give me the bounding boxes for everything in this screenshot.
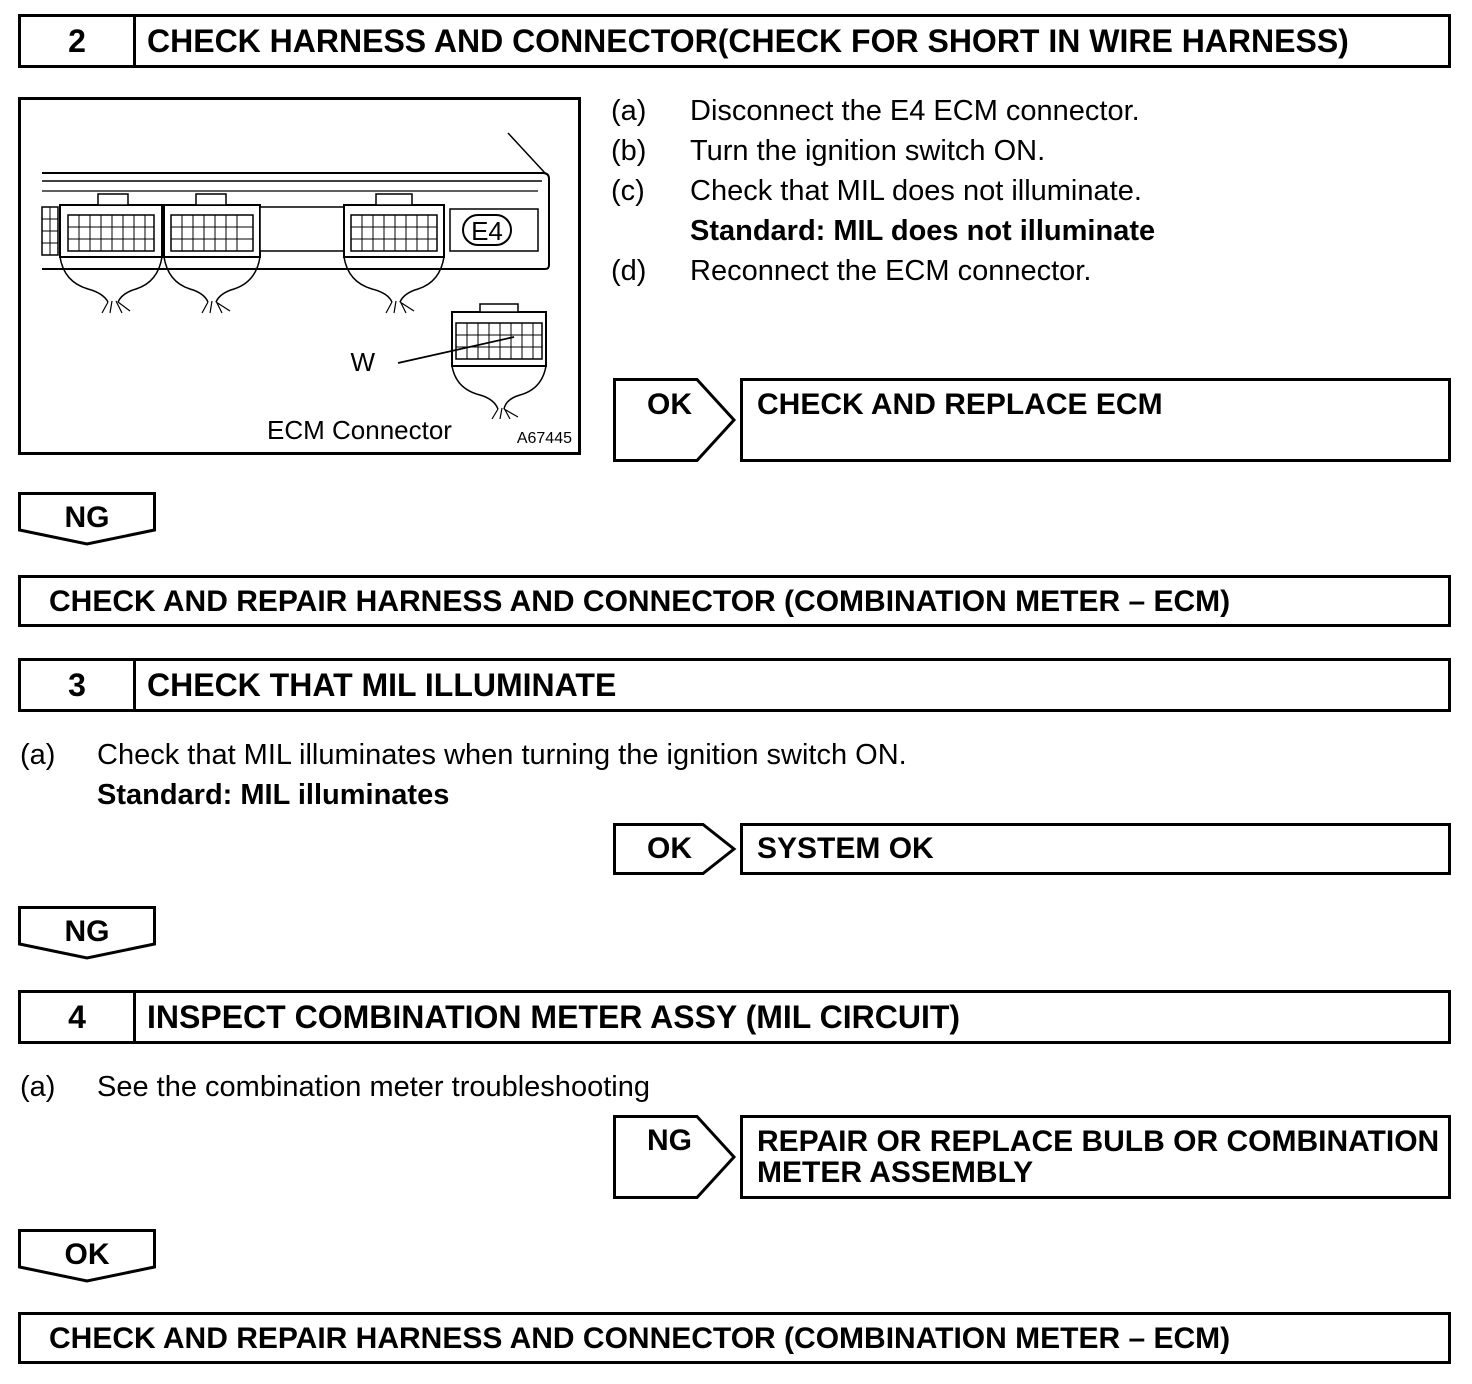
instruction-text: See the combination meter troubleshooting xyxy=(97,1071,650,1103)
instruction-letter: (a) xyxy=(20,739,56,771)
figure-caption: ECM Connector xyxy=(267,415,452,445)
step-title: CHECK THAT MIL ILLUMINATE xyxy=(147,667,617,703)
result-text: SYSTEM OK xyxy=(757,832,934,865)
step-2-header xyxy=(18,14,1451,68)
result-box xyxy=(740,1115,1451,1199)
step-number: 4 xyxy=(21,993,136,1041)
step-3-header xyxy=(18,658,1451,712)
result-box xyxy=(740,378,1451,462)
instruction-text: Disconnect the E4 ECM connector. xyxy=(690,95,1140,127)
result-text: CHECK AND REPLACE ECM xyxy=(757,388,1163,421)
step-number: 3 xyxy=(21,661,136,709)
result-text: CHECK AND REPAIR HARNESS AND CONNECTOR (COMBINATION METER – ECM) xyxy=(49,585,1231,618)
instruction-letter: (a) xyxy=(20,1071,56,1103)
standard-text: Standard: MIL does not illuminate xyxy=(690,215,1156,247)
instruction-letter: (d) xyxy=(611,255,647,287)
ng-label: NG xyxy=(64,501,110,534)
ng-label: NG xyxy=(647,1124,692,1157)
instruction-letter: (a) xyxy=(611,95,647,127)
figure-id: A67445 xyxy=(516,430,572,447)
instruction-letter: (b) xyxy=(611,135,647,167)
ok-label: OK xyxy=(647,832,692,865)
ok-label: OK xyxy=(647,388,692,421)
result-text: CHECK AND REPAIR HARNESS AND CONNECTOR (COMBINATION METER – ECM) xyxy=(49,1322,1231,1355)
standard-text: Standard: MIL illuminates xyxy=(97,779,450,811)
instruction-text: Check that MIL illuminates when turning the ignition switch ON. xyxy=(97,739,907,771)
instruction-letter: (c) xyxy=(611,175,645,207)
ecm-connector-figure xyxy=(18,97,581,455)
step-number: 2 xyxy=(21,17,136,65)
ecm-window xyxy=(260,207,344,251)
instruction-text: Turn the ignition switch ON. xyxy=(690,135,1046,167)
e4-label: E4 xyxy=(471,216,503,246)
result-box xyxy=(18,575,1451,627)
wire-label-w: W xyxy=(350,347,375,377)
ok-label: OK xyxy=(64,1238,110,1271)
instruction-text: Check that MIL does not illuminate. xyxy=(690,175,1142,207)
result-box xyxy=(740,823,1451,875)
ecm-connector-illustration xyxy=(18,97,581,455)
result-text-line-2: METER ASSEMBLY xyxy=(757,1156,1034,1189)
instruction-text: Reconnect the ECM connector. xyxy=(690,255,1092,287)
result-text-line-1: REPAIR OR REPLACE BULB OR COMBINATION xyxy=(757,1125,1440,1158)
step-title: CHECK HARNESS AND CONNECTOR(CHECK FOR SHORT IN WIRE HARNESS) xyxy=(147,23,1349,59)
step-title: INSPECT COMBINATION METER ASSY (MIL CIRCUIT) xyxy=(147,999,961,1035)
result-box xyxy=(18,1312,1451,1364)
step-4-header xyxy=(18,990,1451,1044)
ng-label: NG xyxy=(64,915,110,948)
